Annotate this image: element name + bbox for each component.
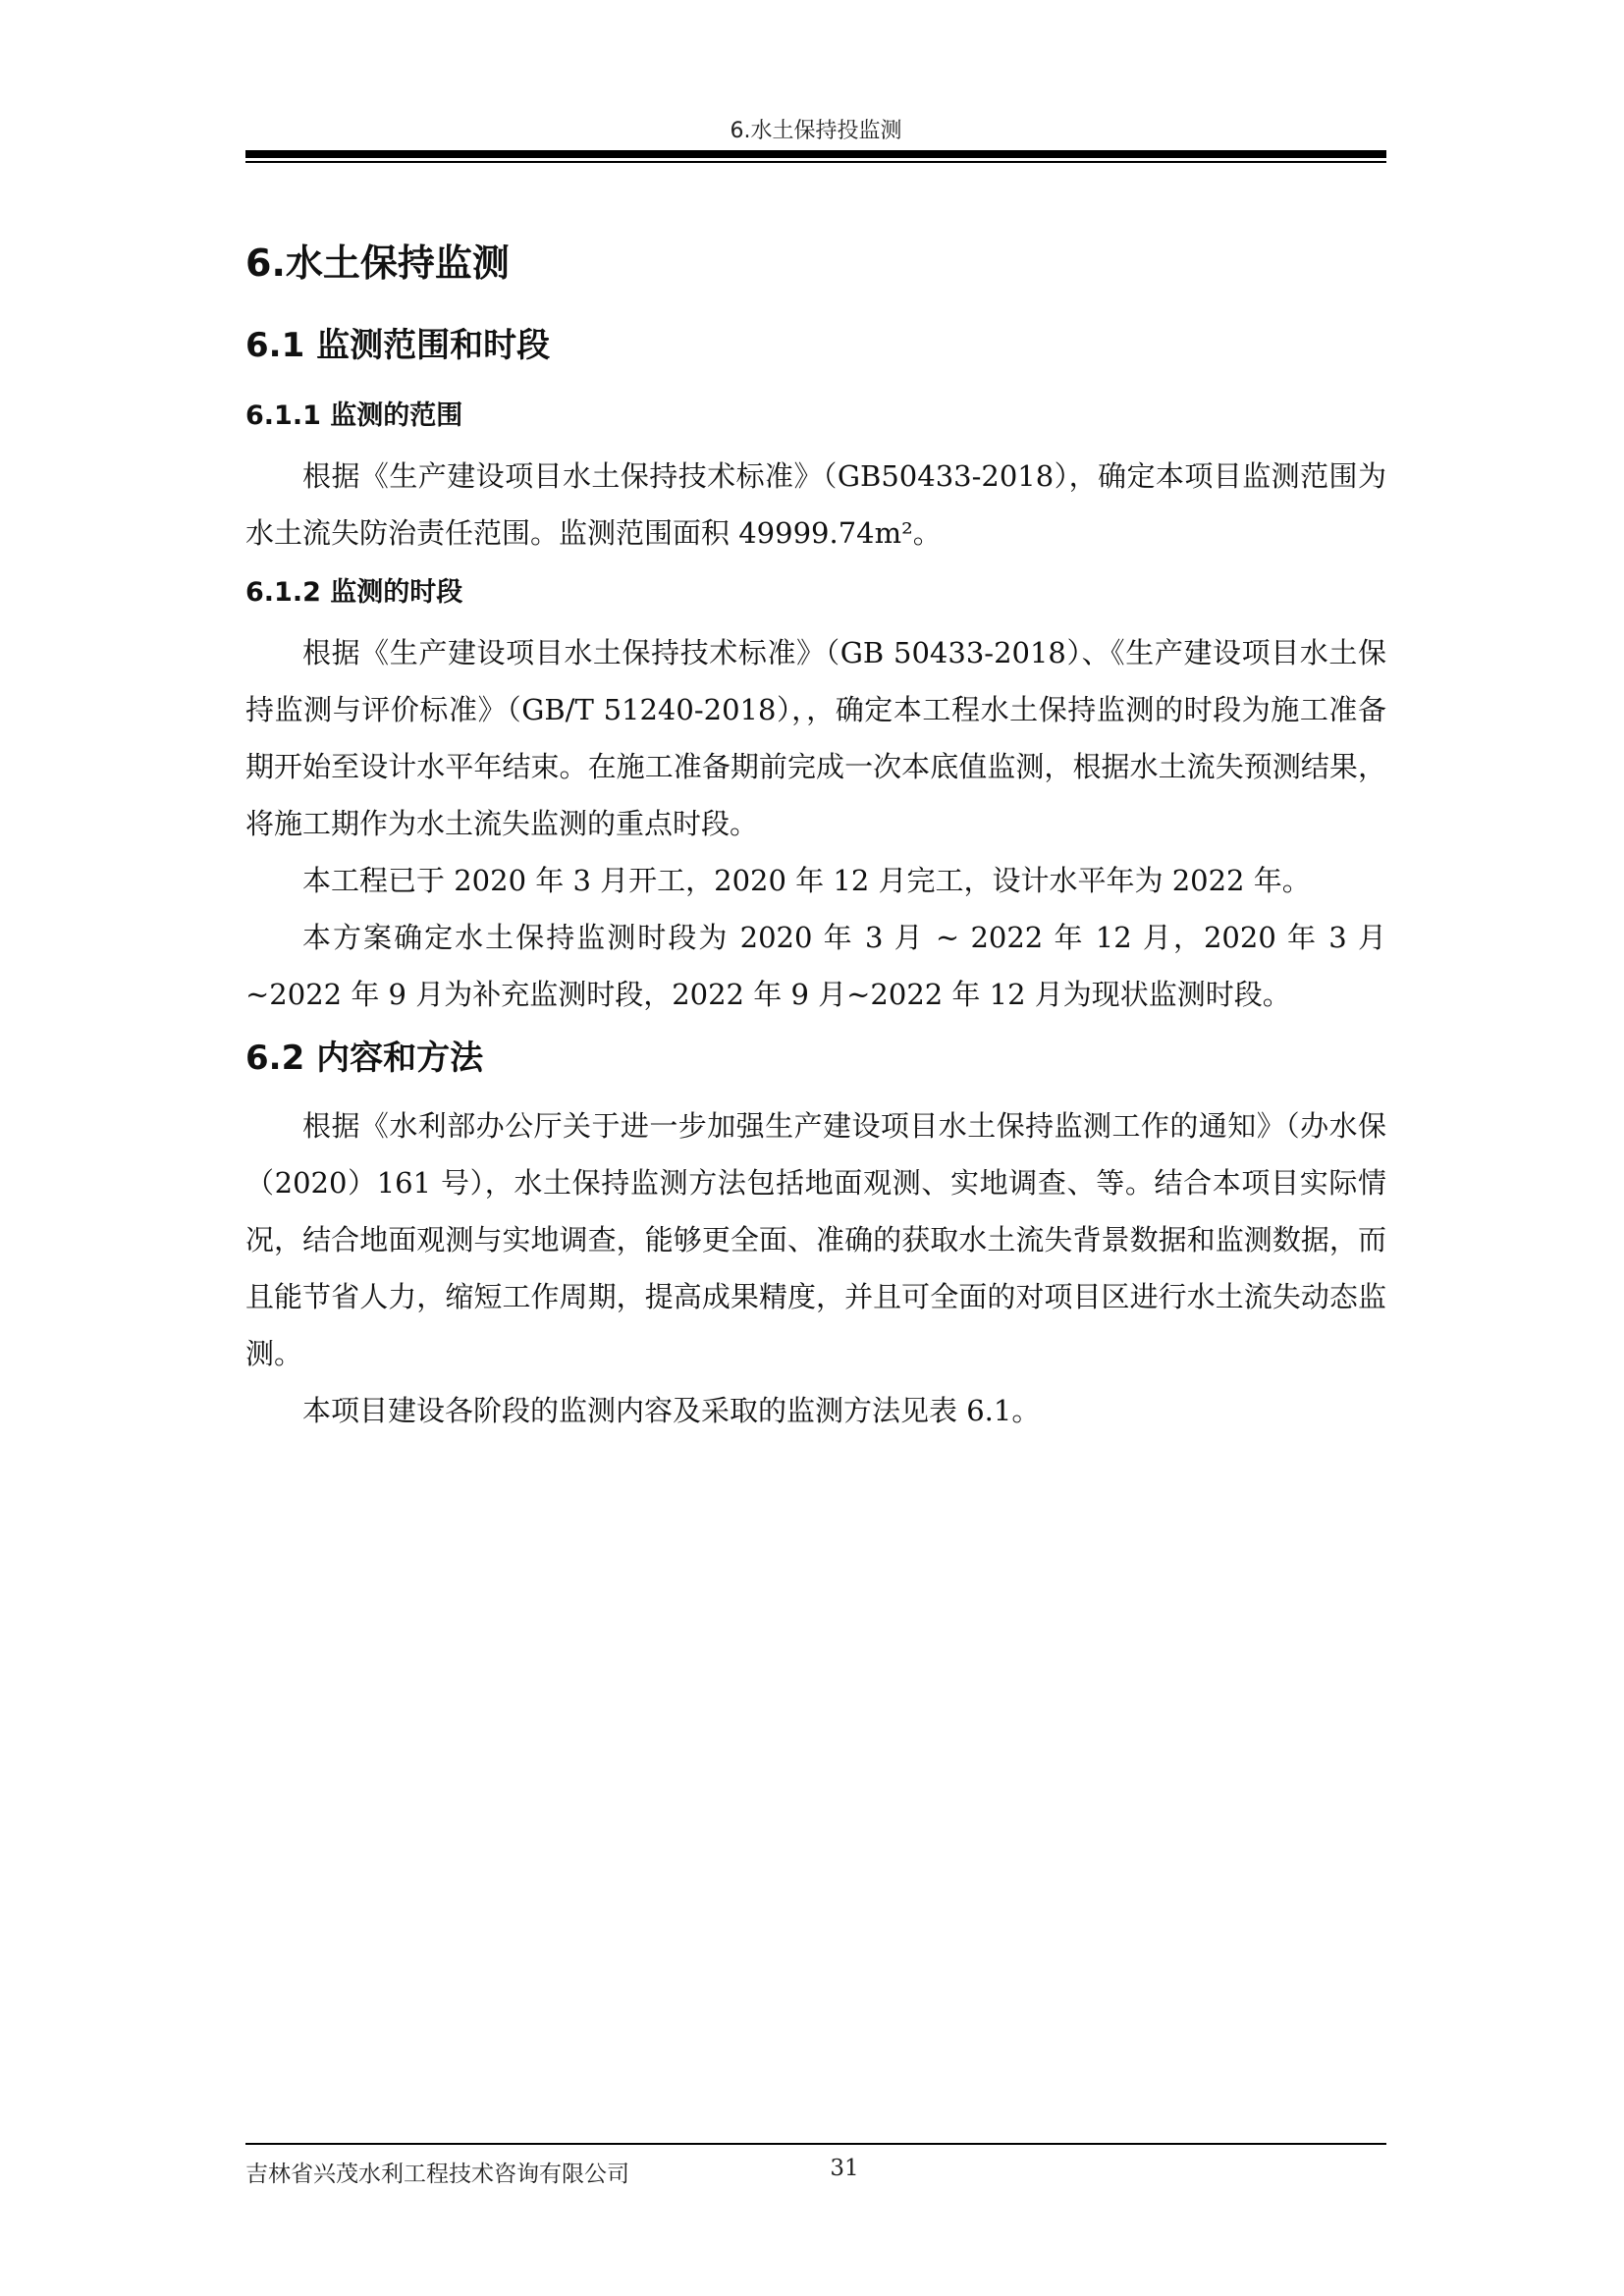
header-rule-thin xyxy=(245,161,1386,163)
paragraph: 根据《生产建设项目水土保持技术标准》（GB 50433-2018）、《生产建设项目水土保持监测与评价标准》（GB/T 51240-2018），，确定本工程水土保持监测的时段为施工准备期开始至设计水平年结束。在施工准备期前完成一次本底值监测，根据水土流失预测结果，将施工期作为水土流失监测的重点时段。 xyxy=(245,636,1386,840)
paragraph: 根据《水利部办公厅关于进一步加强生产建设项目水土保持监测工作的通知》（办水保（2020）161 号），水土保持监测方法包括地面观测、实地调查、等。结合本项目实际情况，结合地面观测与实地调查，能够更全面、准确的获取水土流失背景数据和监测数据，而且能节省人力，缩短工作周期，提高成果精度，并且可全面的对项目区进行水土流失动态监测。 xyxy=(245,1109,1386,1370)
subsection-6-1-1-title: 6.1.1 监测的范围 xyxy=(245,400,463,431)
subsection-6-1-2 xyxy=(245,561,1386,1023)
section-6-2 xyxy=(245,1023,1386,1439)
chapter-title: 6.水土保持监测 xyxy=(245,241,510,285)
page-number: 31 xyxy=(830,2156,859,2181)
section-6-1-title: 6.1 监测范围和时段 xyxy=(245,326,551,365)
section-6-2-title: 6.2 内容和方法 xyxy=(245,1039,484,1078)
running-title: 6.水土保持投监测 xyxy=(730,119,902,143)
subsection-6-1-1 xyxy=(245,385,1386,561)
paragraph: 本工程已于 2020 年 3 月开工，2020 年 12 月完工，设计水平年为 2022 年。 xyxy=(302,864,1311,897)
paragraph: 本项目建设各阶段的监测内容及采取的监测方法见表 6.1。 xyxy=(302,1394,1041,1427)
section-6-1 xyxy=(245,310,1386,1023)
paragraph: 本方案确定水土保持监测时段为 2020 年 3 月 ~ 2022 年 12 月，2020 年 3 月 ~2022 年 9 月为补充监测时段，2022 年 9 月~2022 年 12 月为现状监测时段。 xyxy=(245,921,1386,1011)
header-rule-thick xyxy=(245,150,1386,158)
page-body xyxy=(245,226,1386,1439)
paragraph: 根据《生产建设项目水土保持技术标准》（GB50433-2018），确定本项目监测范围为水土流失防治责任范围。监测范围面积 49999.74m²。 xyxy=(245,459,1386,550)
subsection-6-1-2-title: 6.1.2 监测的时段 xyxy=(245,577,463,608)
footer-rule xyxy=(245,2143,1386,2145)
footer-company: 吉林省兴茂水利工程技术咨询有限公司 xyxy=(245,2162,629,2187)
